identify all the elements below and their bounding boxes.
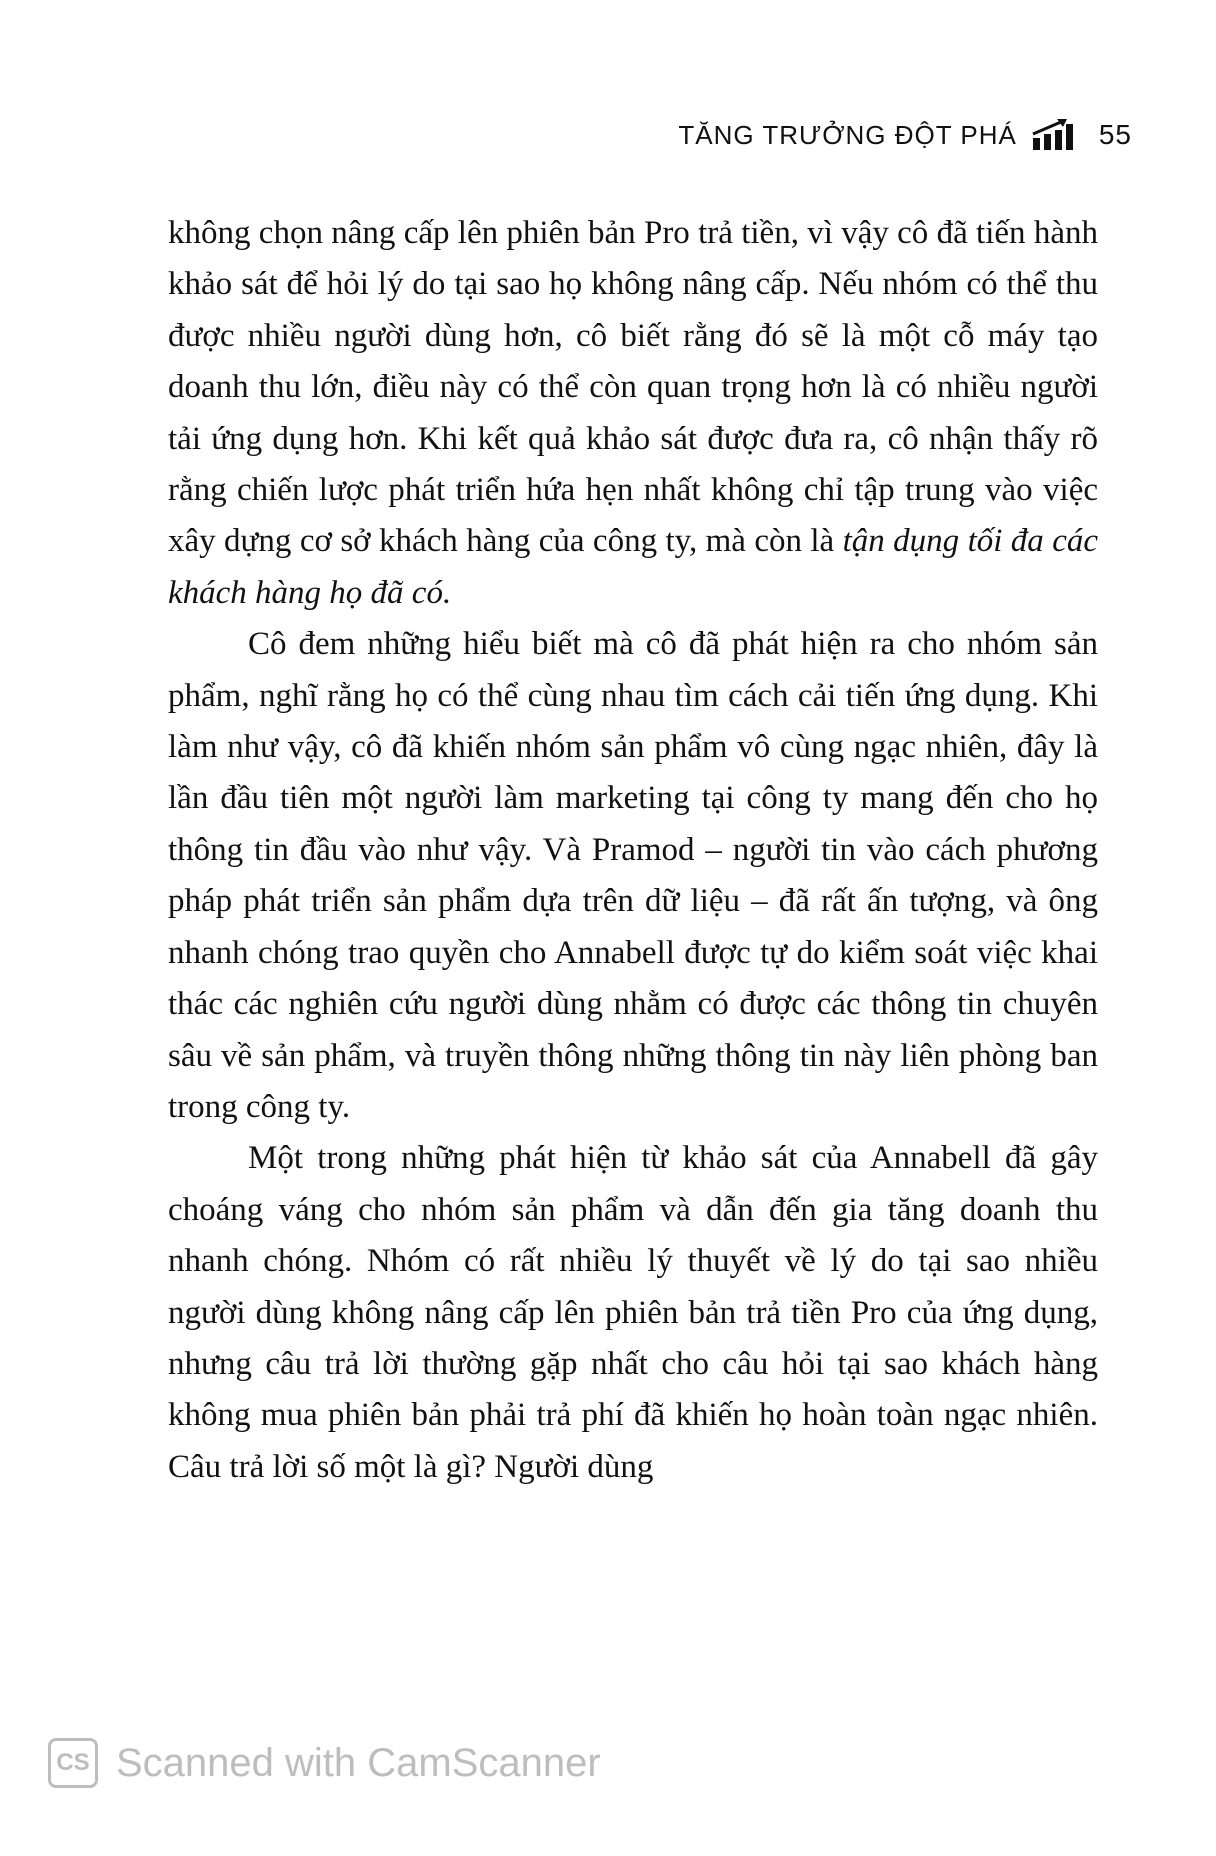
paragraph-1-emphasis: tận dụng tối đa các khách hàng họ đã có. [168,523,1098,611]
watermark-text: Scanned with CamScanner [116,1740,601,1785]
bar-growth-arrow-icon [1031,118,1075,152]
camscanner-logo-icon: CS [48,1738,98,1788]
page-number: 55 [1098,119,1132,150]
paragraph-1-text: không chọn nâng cấp lên phiên bản Pro trả tiền, vì vậy cô đã tiến hành khảo sát để hỏi lý do tại sao họ không nâng cấp. Nếu nhóm có thể thu được nhiều người dùng hơn, cô biết rằng đó sẽ là một cỗ máy tạo doanh thu lớn, điều này có thể còn quan trọng hơn là có nhiều người tải ứng dụng hơn. Khi kết quả khảo sát được đưa ra, cô nhận thấy rõ rằng chiến lược phát triển hứa hẹn nhất không chỉ tập trung vào việc xây dựng cơ sở khách hàng của công ty, mà còn là [168,215,1098,560]
page-body [168,208,1098,1493]
paragraph-2: Cô đem những hiểu biết mà cô đã phát hiện ra cho nhóm sản phẩm, nghĩ rằng họ có thể cùng nhau tìm cách cải tiến ứng dụng. Khi làm như vậy, cô đã khiến nhóm sản phẩm vô cùng ngạc nhiên, đây là lần đầu tiên một người làm marketing tại công ty mang đến cho họ thông tin đầu vào như vậy. Và Pramod – người tin vào cách phương pháp phát triển sản phẩm dựa trên dữ liệu – đã rất ấn tượng, và ông nhanh chóng trao quyền cho Annabell được tự do kiểm soát việc khai thác các nghiên cứu người dùng nhằm có được các thông tin chuyên sâu về sản phẩm, và truyền thông những thông tin này liên phòng ban trong công ty. [168,626,1098,1125]
paragraph-3: Một trong những phát hiện từ khảo sát của Annabell đã gây choáng váng cho nhóm sản phẩm và dẫn đến gia tăng doanh thu nhanh chóng. Nhóm có rất nhiều lý thuyết về lý do tại sao nhiều người dùng không nâng cấp lên phiên bản trả tiền Pro của ứng dụng, nhưng câu trả lời thường gặp nhất cho câu hỏi tại sao khách hàng không mua phiên bản phải trả phí đã khiến họ hoàn toàn ngạc nhiên. Câu trả lời số một là gì? Người dùng [168,1140,1098,1485]
running-header [678,118,1132,152]
paragraph-1 [168,208,1098,619]
book-title: TĂNG TRƯỞNG ĐỘT PHÁ [678,119,1017,150]
camscanner-watermark [48,1738,601,1788]
